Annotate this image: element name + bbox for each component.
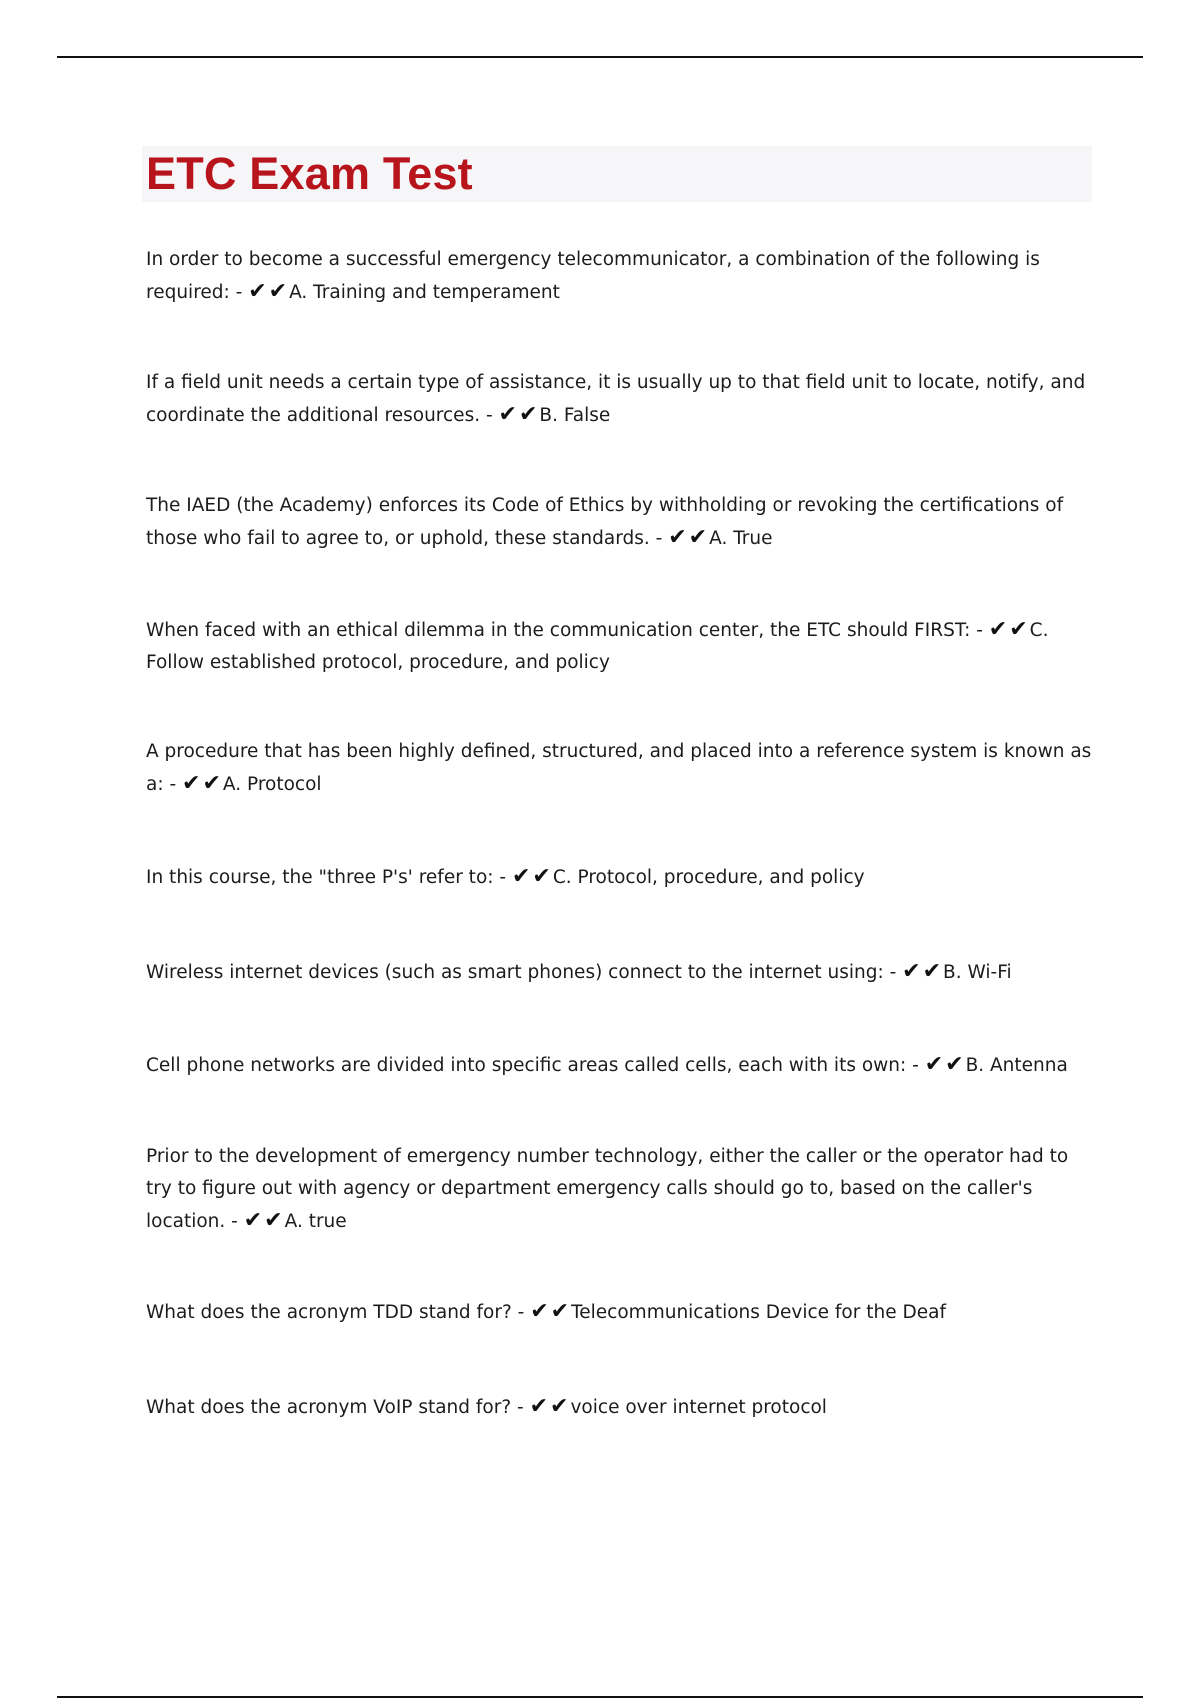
answer-text: B. False [539,405,611,426]
double-check-icon: ✔✔ [511,864,553,889]
answer-text: B. Antenna [965,1055,1068,1076]
answer-text: C. Protocol, procedure, and policy [552,867,865,888]
qa-item [146,490,1096,555]
double-check-icon: ✔✔ [902,959,944,984]
double-check-icon: ✔✔ [988,617,1030,642]
question-text: In order to become a successful emergency telecommunicator, a combination of the following is required: - [146,249,1040,303]
qa-item [146,367,1096,432]
question-text: What does the acronym VoIP stand for? - [146,1397,524,1418]
double-check-icon: ✔✔ [924,1052,966,1077]
question-text: Prior to the development of emergency number technology, either the caller or the operator had to try to figure out with agency or department emergency calls should go to, based on the caller's location. - [146,1146,1069,1232]
qa-item [146,1049,1096,1082]
question-text: When faced with an ethical dilemma in the communication center, the ETC should FIRST: - [146,620,983,641]
document-title: ETC Exam Test [146,148,473,199]
answer-text: A. True [709,528,773,549]
qa-item [146,1296,1096,1329]
qa-item [146,1141,1096,1238]
double-check-icon: ✔✔ [530,1299,572,1324]
answer-text: A. Training and temperament [289,282,560,303]
answer-text: Telecommunications Device for the Deaf [571,1302,946,1323]
double-check-icon: ✔✔ [248,279,290,304]
header-divider [57,56,1143,58]
question-text: If a field unit needs a certain type of assistance, it is usually up to that field unit to locate, notify, and coordinate the additional resources. - [146,372,1086,426]
qa-item [146,861,1096,894]
question-text: In this course, the "three P's' refer to: - [146,867,507,888]
qa-item [146,614,1096,679]
double-check-icon: ✔✔ [243,1208,285,1233]
question-text: Cell phone networks are divided into specific areas called cells, each with its own: - [146,1055,919,1076]
question-text: A procedure that has been highly defined, structured, and placed into a reference system is known as a: - [146,741,1092,795]
double-check-icon: ✔✔ [529,1394,571,1419]
question-text: Wireless internet devices (such as smart phones) connect to the internet using: - [146,962,897,983]
answer-text: B. Wi-Fi [943,962,1012,983]
answer-text: C. Follow established protocol, procedure, and policy [146,620,1049,673]
question-text: What does the acronym TDD stand for? - [146,1302,525,1323]
answer-text: A. true [284,1211,347,1232]
question-text: The IAED (the Academy) enforces its Code of Ethics by withholding or revoking the certifications of those who fail to agree to, or uphold, these standards. - [146,495,1064,549]
answer-text: A. Protocol [222,774,322,795]
double-check-icon: ✔✔ [498,402,540,427]
qa-item [146,244,1096,309]
double-check-icon: ✔✔ [668,525,710,550]
qa-item [146,956,1096,989]
answer-text: voice over internet protocol [570,1397,827,1418]
qa-item [146,1391,1096,1424]
footer-divider [57,1696,1143,1698]
double-check-icon: ✔✔ [182,771,223,796]
qa-item [146,736,1096,801]
